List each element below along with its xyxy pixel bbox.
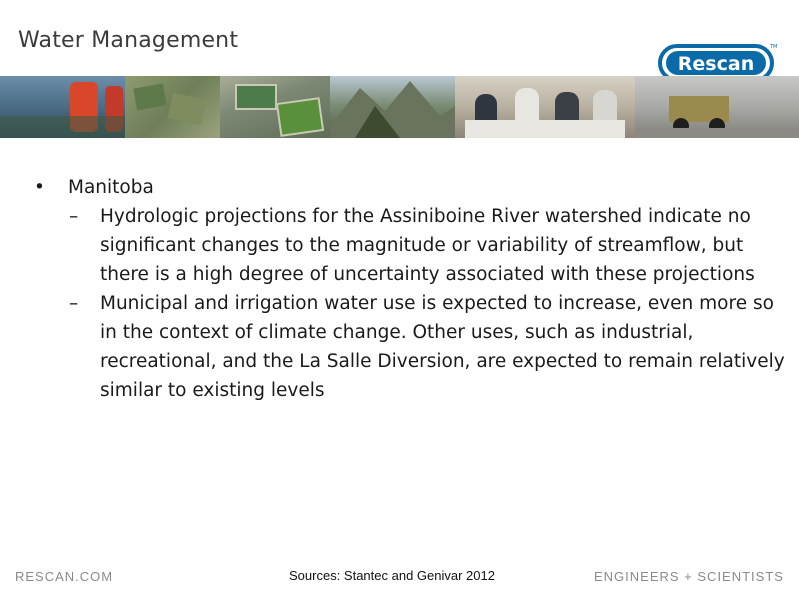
footer-tagline: ENGINEERS + SCIENTISTS <box>594 569 784 584</box>
dash-icon: – <box>69 206 79 227</box>
mountain-photo <box>330 76 455 138</box>
bullet-icon: • <box>34 177 45 198</box>
dash-icon: – <box>69 293 79 314</box>
photo-banner <box>0 76 799 138</box>
footer-sources: Sources: Stantec and Genivar 2012 <box>289 568 495 583</box>
footer-website: RESCAN.COM <box>15 569 114 584</box>
meeting-photo <box>455 76 635 138</box>
page-title: Water Management <box>18 28 239 53</box>
bullet-label: Manitoba <box>68 177 154 198</box>
logo-tm: TM <box>770 44 778 50</box>
workers-by-water-photo <box>0 76 125 138</box>
aerial-ponds-photo <box>125 76 220 138</box>
logo-text: Rescan <box>677 53 755 75</box>
bullet-manitoba <box>34 173 774 202</box>
subpoint-text: Municipal and irrigation water use is expected to increase, even more so in the context of climate change. Other uses, such as industrial, recreational, and the La Salle Diversion, are expected to remain relatively similar to existing levels <box>100 293 785 401</box>
subpoint-list <box>34 202 785 405</box>
subpoint-item <box>34 289 790 405</box>
subpoint-item <box>34 202 790 289</box>
settling-ponds-photo <box>220 76 330 138</box>
mine-truck-photo <box>635 76 799 138</box>
subpoint-text: Hydrologic projections for the Assiniboine River watershed indicate no significant changes to the magnitude or variability of streamflow, but there is a high degree of uncertainty associated with these projections <box>100 206 755 285</box>
slide-body <box>34 173 785 405</box>
